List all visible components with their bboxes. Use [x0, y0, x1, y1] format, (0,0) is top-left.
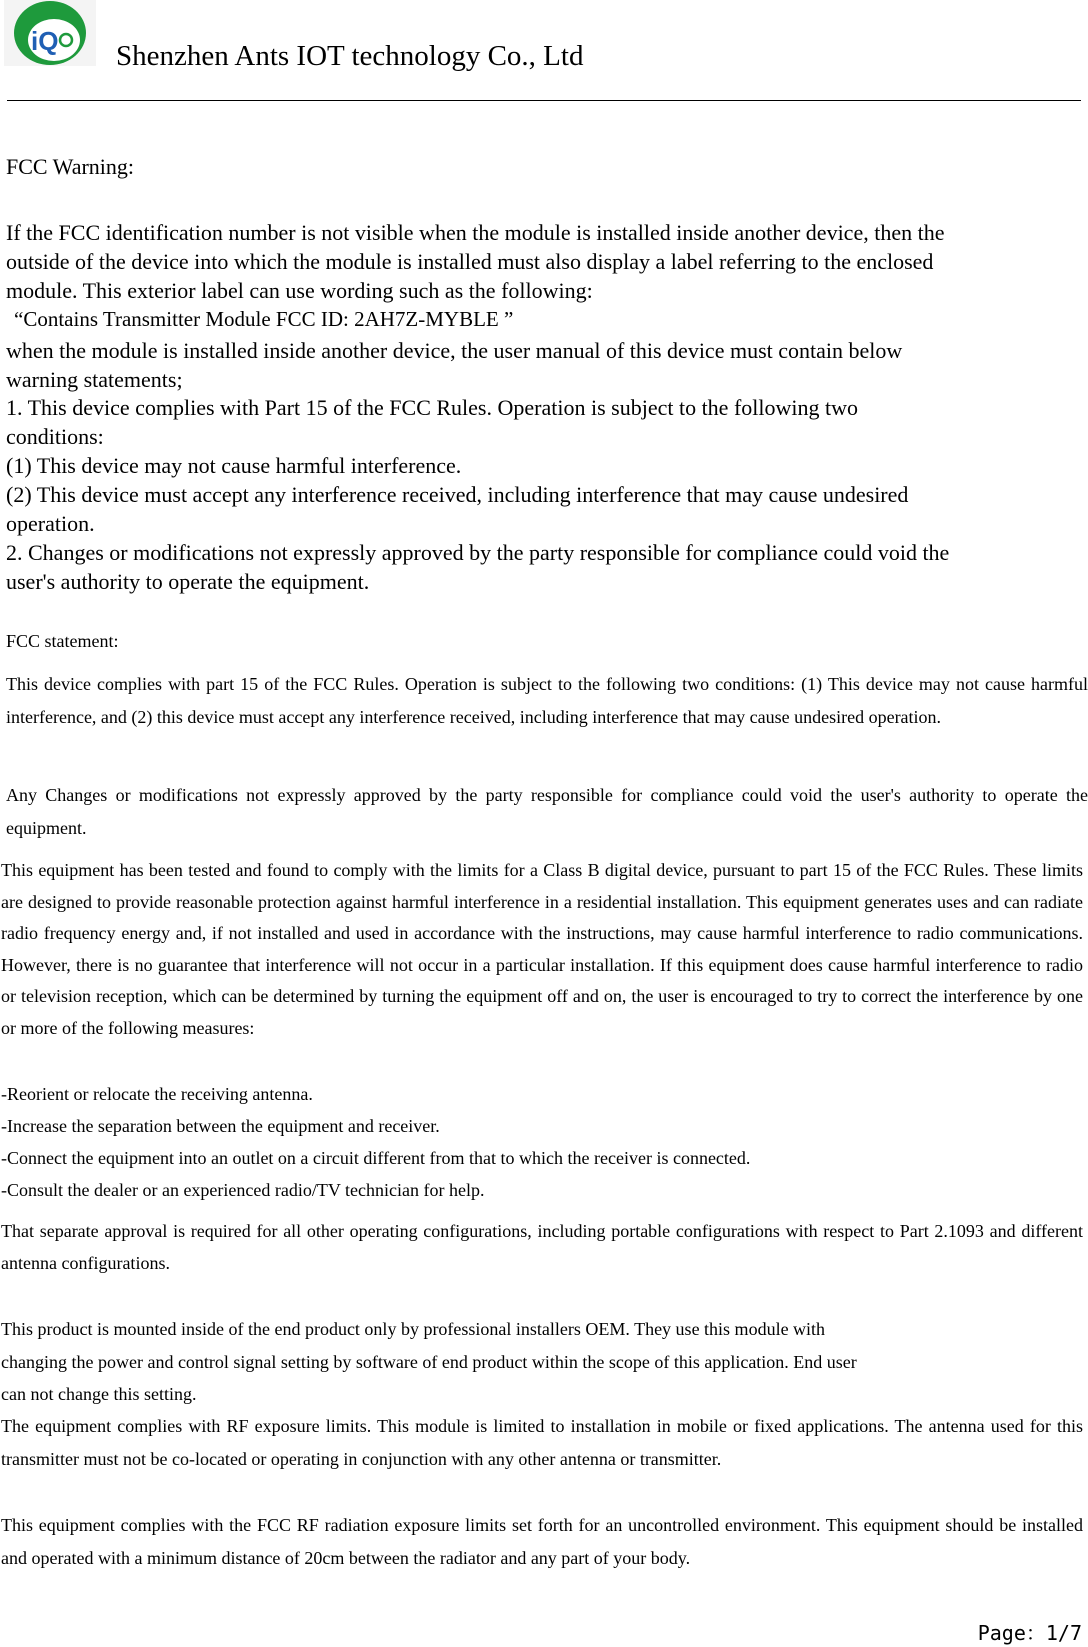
page-number: Page：1/7 [977, 1621, 1082, 1645]
warning-line: 2. Changes or modifications not expressly approved by the party responsible for compliance could void the [6, 540, 950, 565]
warning-line: operation. [6, 511, 95, 536]
oem-line: This product is mounted inside of the end product only by professional installers OEM. They use this module with [1, 1319, 826, 1339]
warning-line: warning statements; [6, 367, 183, 392]
rf-distance-paragraph: This equipment complies with the FCC RF radiation exposure limits set forth for an uncontrolled environment. This equipment should be installed and operated with a minimum distance of 20cm between the radiator and any part of your body. [1, 1515, 1083, 1568]
warning-line: (2) This device must accept any interference received, including interference that may cause undesired [6, 482, 909, 507]
statement-paragraph: This device complies with part 15 of the FCC Rules. Operation is subject to the following two conditions: (1) This device may not cause harmful interference, and (2) this device must accept any interference received, including interference that may cause undesired operation. [6, 674, 1088, 727]
oem-line: can not change this setting. [1, 1384, 197, 1404]
measure-item: -Increase the separation between the equipment and receiver. [1, 1116, 440, 1136]
measure-item: -Consult the dealer or an experienced radio/TV technician for help. [1, 1180, 485, 1200]
warning-line: when the module is installed inside another device, the user manual of this device must contain below [6, 338, 903, 363]
company-logo [4, 0, 96, 66]
warning-line: (1) This device may not cause harmful interference. [6, 453, 462, 478]
warning-line: conditions: [6, 424, 104, 449]
fcc-statement-title: FCC statement: [6, 631, 119, 651]
oem-line: changing the power and control signal setting by software of end product within the scope of this application. End user [1, 1352, 857, 1372]
statement-paragraph: Any Changes or modifications not expressly approved by the party responsible for compliance could void the user's authority to operate the equipment. [6, 785, 1088, 838]
logo-text: iQ [31, 26, 59, 56]
statement-paragraph: This equipment has been tested and found to comply with the limits for a Class B digital device, pursuant to part 15 of the FCC Rules. These limits are designed to provide reasonable protection against harmful interference in a residential installation. This equipment generates uses and can radiate radio frequency energy and, if not installed and used in accordance with the instructions, may cause harmful interference to radio communications. However, there is no guarantee that interference will not occur in a particular installation. If this equipment does cause harmful interference to radio or television reception, which can be determined by turning the equipment off and on, the user is encouraged to try to correct the interference by one or more of the following measures: [1, 860, 1083, 1038]
warning-line: outside of the device into which the module is installed must also display a label referring to the enclosed [6, 249, 934, 274]
warning-line: user's authority to operate the equipment. [6, 569, 370, 594]
fcc-id-label-text: “Contains Transmitter Module FCC ID: 2AH7Z-MYBLE ” [14, 307, 514, 331]
company-name: Shenzhen Ants IOT technology Co., Ltd [116, 40, 584, 72]
fcc-warning-title: FCC Warning: [6, 154, 135, 179]
warning-line: module. This exterior label can use wording such as the following: [6, 278, 593, 303]
warning-line: 1. This device complies with Part 15 of the FCC Rules. Operation is subject to the following two [6, 395, 858, 420]
warning-line: If the FCC identification number is not visible when the module is installed inside another device, then the [6, 220, 945, 245]
measure-item: -Connect the equipment into an outlet on a circuit different from that to which the receiver is connected. [1, 1148, 751, 1168]
statement-paragraph: That separate approval is required for all other operating configurations, including portable configurations with respect to Part 2.1093 and different antenna configurations. [1, 1221, 1083, 1273]
rf-limits-paragraph: The equipment complies with RF exposure limits. This module is limited to installation in mobile or fixed applications. The antenna used for this transmitter must not be co-located or operating in conjunction with any other antenna or transmitter. [1, 1416, 1083, 1469]
header-divider [7, 100, 1081, 101]
measure-item: -Reorient or relocate the receiving antenna. [1, 1084, 313, 1104]
